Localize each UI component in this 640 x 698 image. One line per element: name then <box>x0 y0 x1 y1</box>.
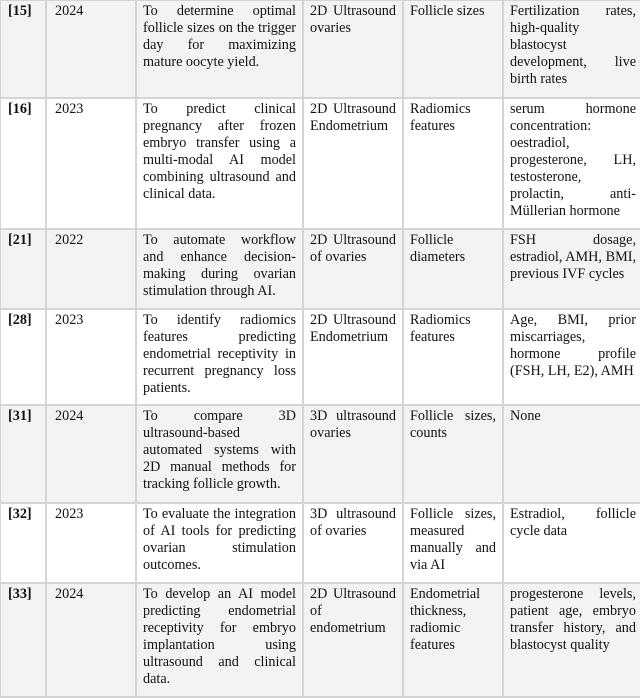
table-row <box>0 98 640 229</box>
cell-year: 2024 <box>46 0 136 98</box>
cell-clinical: Age, BMI, prior miscarriages, hormone profile (FSH, LH, E2), AMH <box>503 309 640 405</box>
cell-ref: [33] <box>0 583 46 697</box>
cell-features: Follicle diameters <box>403 229 503 309</box>
cell-features: Radiomics features <box>403 309 503 405</box>
cell-clinical: progesterone levels, patient age, embryo transfer history, and blastocyst quality <box>503 583 640 697</box>
cell-clinical: Estradiol, follicle cycle data <box>503 503 640 583</box>
cell-ref: [32] <box>0 503 46 583</box>
cell-year: 2024 <box>46 583 136 697</box>
cell-imaging: 3D ultrasound of ovaries <box>303 503 403 583</box>
table-row <box>0 0 640 98</box>
cell-imaging: 2D Ultrasound of endometrium <box>303 583 403 697</box>
cell-year: 2022 <box>46 229 136 309</box>
table-row <box>0 309 640 405</box>
cell-features: Endometrial thickness, radiomic features <box>403 583 503 697</box>
cell-features: Follicle sizes <box>403 0 503 98</box>
cell-clinical: None <box>503 405 640 503</box>
cell-clinical: Fertilization rates, high-quality blastocyst development, live birth rates <box>503 0 640 98</box>
cell-clinical: FSH dosage, estradiol, AMH, BMI, previous IVF cycles <box>503 229 640 309</box>
cell-imaging: 2D Ultrasound Endometrium <box>303 309 403 405</box>
cell-imaging: 2D Ultrasound Endometrium <box>303 98 403 229</box>
cell-features: Radiomics features <box>403 98 503 229</box>
table-row <box>0 405 640 503</box>
cell-imaging: 3D ultrasound ovaries <box>303 405 403 503</box>
cell-objective: To predict clinical pregnancy after frozen embryo transfer using a multi-modal AI model combining ultrasound and clinical data. <box>136 98 303 229</box>
cell-objective: To automate workflow and enhance decision-making during ovarian stimulation through AI. <box>136 229 303 309</box>
cell-ref: [31] <box>0 405 46 503</box>
cell-objective: To compare 3D ultrasound-based automated systems with 2D manual methods for tracking follicle growth. <box>136 405 303 503</box>
cell-ref: [28] <box>0 309 46 405</box>
cell-objective: To identify radiomics features predicting endometrial receptivity in recurrent pregnancy loss patients. <box>136 309 303 405</box>
cell-year: 2024 <box>46 405 136 503</box>
cell-ref: [21] <box>0 229 46 309</box>
cell-features: Follicle sizes, counts <box>403 405 503 503</box>
cell-features: Follicle sizes, measured manually and via AI <box>403 503 503 583</box>
cell-year: 2023 <box>46 503 136 583</box>
table-row <box>0 503 640 583</box>
cell-objective: To determine optimal follicle sizes on the trigger day for maximizing mature oocyte yield. <box>136 0 303 98</box>
cell-year: 2023 <box>46 98 136 229</box>
cell-year: 2023 <box>46 309 136 405</box>
cell-ref: [15] <box>0 0 46 98</box>
cell-clinical: serum hormone concentration: oestradiol, progesterone, LH, testosterone, prolactin, anti-Müllerian hormone <box>503 98 640 229</box>
table-row <box>0 583 640 697</box>
cell-ref: [16] <box>0 98 46 229</box>
cell-objective: To develop an AI model predicting endometrial receptivity for embryo implantation using ultrasound and clinical data. <box>136 583 303 697</box>
cell-objective: To evaluate the integration of AI tools for predicting ovarian stimulation outcomes. <box>136 503 303 583</box>
table-row <box>0 229 640 309</box>
cell-imaging: 2D Ultrasound ovaries <box>303 0 403 98</box>
cell-imaging: 2D Ultrasound of ovaries <box>303 229 403 309</box>
